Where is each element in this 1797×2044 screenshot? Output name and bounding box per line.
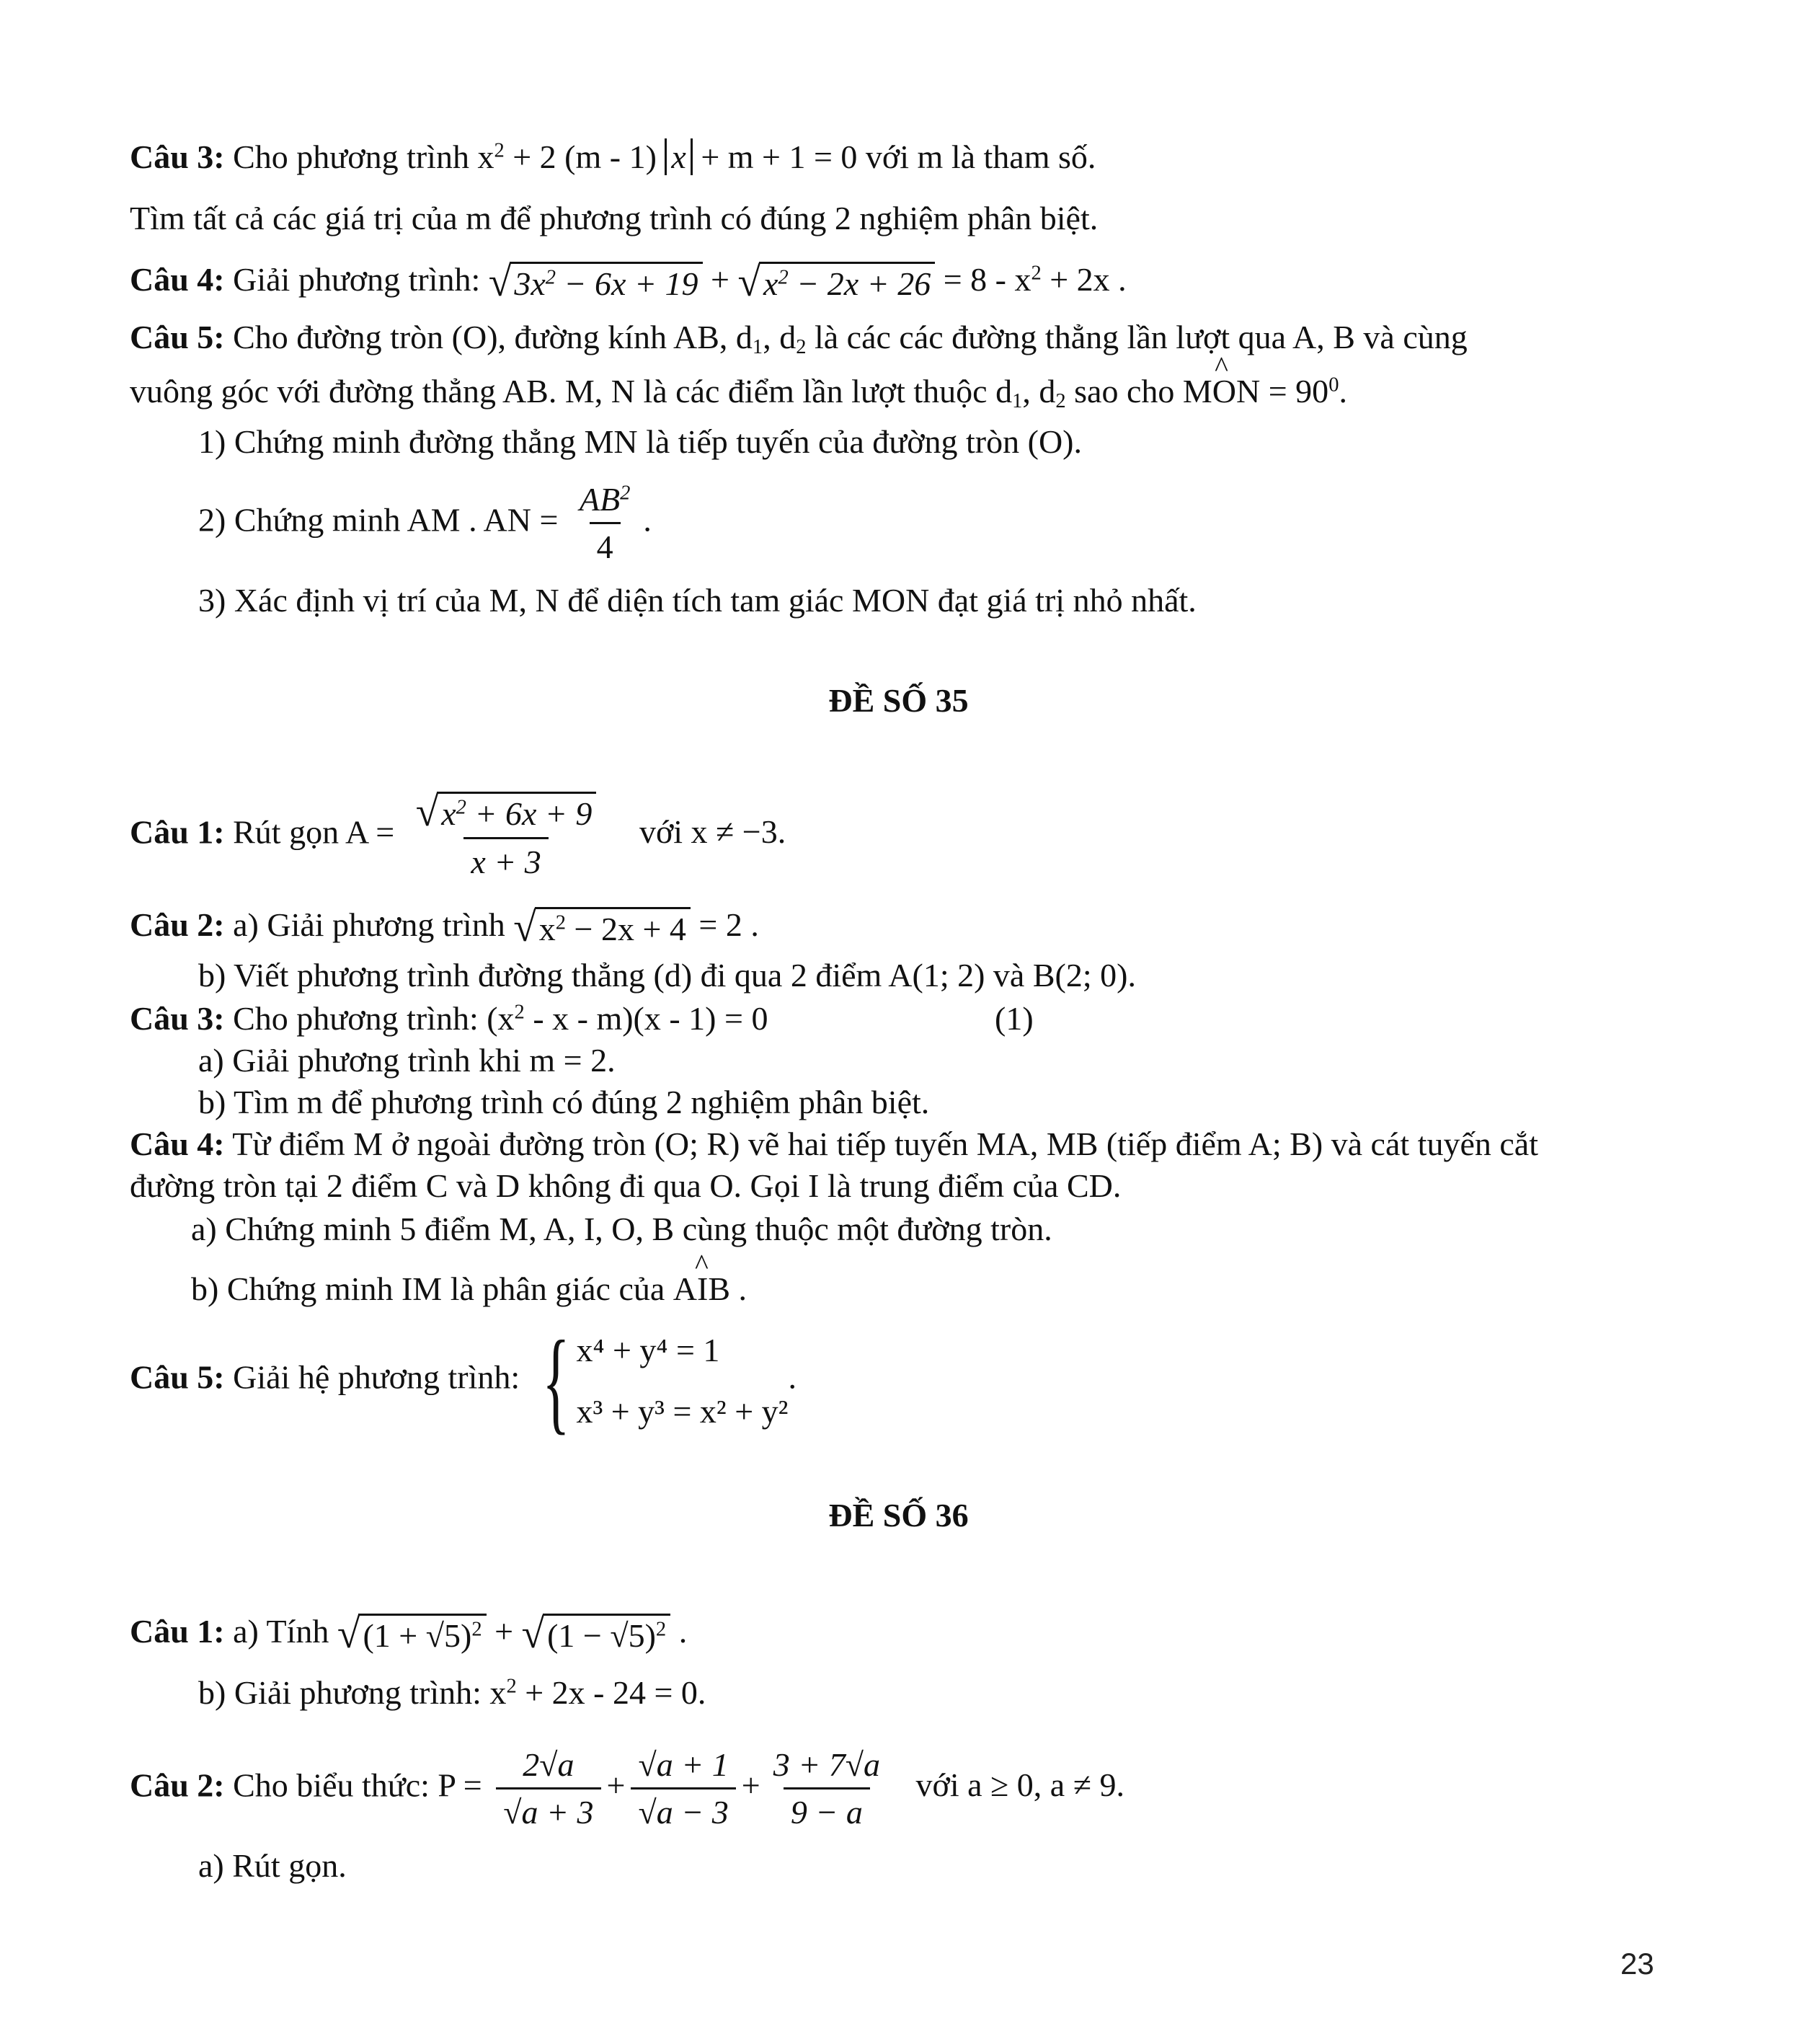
fraction-sqrt-over-x3: √ $x^2 + 6x + 9$ x + 3 [409, 789, 604, 882]
de35-cau1: Câu 1: Rút gọn A = √ $x^2 + 6x + 9$ x + 3 với x ≠ −3. [130, 789, 786, 882]
de35-cau3-a: a) Giải phương trình khi m = 2. [198, 1042, 616, 1079]
prev-cau4: Câu 4: Giải phương trình: √ $3x^2 - 6x + 19$ + √ $x^2 - 2x + 26$ = $8 - x^2 + 2x$ . [130, 260, 1127, 306]
prev-cau5-item1: 1) Chứng minh đường thẳng MN là tiếp tuyến của đường tròn (O). [198, 423, 1082, 460]
de35-cau2-a: Câu 2: a) Giải phương trình √ $x^2 - 2x + 4$ = 2 . [130, 905, 759, 951]
de35-cau2-b: b) Viết phương trình đường thẳng (d) đi qua 2 điểm A(1; 2) và B(2; 0). [198, 957, 1136, 994]
de36-cau2: Câu 2: Cho biểu thức: P = $\frac{2√a}{√a + 3}$ + $\frac{√a + 1}{√a - 3}$ + $\frac{3 + 7√a}{9 - a}$ với a ≥ 0, a ≠ 9. [130, 1745, 1124, 1832]
sqrt-4: √ $(1 + √5)^2$ [337, 1614, 487, 1655]
de35-cau4-line1: Câu 4: Từ điểm M ở ngoài đường tròn (O; R) vẽ hai tiếp tuyến MA, MB (tiếp điểm A; B) và cát tuyến cắt [130, 1125, 1538, 1162]
fraction-3: $\frac{3 + 7√a}{9 - a}$ [766, 1745, 887, 1832]
sqrt-2: √ $x^2 - 2x + 26$ [737, 262, 935, 304]
de35-cau3-b: b) Tìm m để phương trình có đúng 2 nghiệm phân biệt. [198, 1084, 930, 1120]
fraction-1: $\frac{2√a}{√a + 3}$ [496, 1745, 600, 1832]
equation-1: x⁴ + y⁴ = 1 [576, 1331, 720, 1368]
prev-cau5-item3: 3) Xác định vị trí của M, N để diện tích tam giác MON đạt giá trị nhỏ nhất. [198, 582, 1197, 619]
prev-cau5-line2: vuông góc với đường thẳng AB. M, N là các điểm lần lượt thuộc $d_1$, $d_2$ sao cho ^ MON = $90^0$. [130, 371, 1347, 411]
heading-de-35: ĐỀ SỐ 35 [828, 682, 969, 719]
sqrt-1: √ $3x^2 - 6x + 19$ [489, 262, 703, 304]
prev-cau5-item2: 2) Chứng minh AM . AN = $\frac{AB^2}{4}$ . [198, 479, 652, 567]
page-number: 23 [1620, 1947, 1654, 1981]
heading-de-36: ĐỀ SỐ 36 [828, 1497, 969, 1534]
prev-cau5-line1: Câu 5: Cho đường tròn (O), đường kính AB, $d_1$, $d_2$ là các các đường thẳng lần lượt qua A, B và cùng [130, 319, 1468, 359]
sqrt-5: √ $(1 - √5)^2$ [522, 1614, 671, 1655]
de35-cau3-tag: (1) [995, 1000, 1034, 1037]
de35-cau3: Câu 3: Cho phương trình: $(x^2 - x - m)(x - 1) = 0$ [130, 1000, 768, 1037]
de36-cau1-a: Câu 1: a) Tính √ $(1 + √5)^2$ + √ $(1 - √5)^2$ . [130, 1611, 688, 1658]
de36-cau2-a: a) Rút gọn. [198, 1847, 347, 1884]
de36-cau1-b: b) Giải phương trình: $x^2 + 2x - 24 = 0$. [198, 1674, 706, 1711]
prev-cau3-line1: Câu 3: Cho phương trình $x^2 + 2$ (m - 1) x + m + 1 = 0 với m là tham số. [130, 138, 1096, 175]
fraction-2: $\frac{√a + 1}{√a - 3}$ [631, 1745, 735, 1832]
angle-mon: ^ MON [1183, 371, 1260, 411]
absolute-value: x [665, 138, 692, 175]
de35-cau5: Câu 5: Giải hệ phương trình: { x⁴ + y⁴ = 1 x³ + y³ = x² + y² . [130, 1317, 797, 1445]
de35-cau4-line2: đường tròn tại 2 điểm C và D không đi qua O. Gọi I là trung điểm của CD. [130, 1167, 1122, 1204]
sqrt-3: √ $x^2 - 2x + 4$ [513, 907, 691, 949]
equation-system: { x⁴ + y⁴ = 1 x³ + y³ = x² + y² [541, 1317, 789, 1445]
de35-cau4-a: a) Chứng minh 5 điểm M, A, I, O, B cùng thuộc một đường tròn. [191, 1211, 1052, 1247]
label: Câu 3: [130, 138, 225, 175]
de35-cau4-b: b) Chứng minh IM là phân giác của ^ AIB . [191, 1269, 747, 1309]
prev-cau3-line2: Tìm tất cả các giá trị của m để phương trình có đúng 2 nghiệm phân biệt. [130, 200, 1099, 236]
angle-aib: ^ AIB [673, 1269, 730, 1309]
equation-2: x³ + y³ = x² + y² [576, 1393, 789, 1430]
fraction-ab2-over-4: $\frac{AB^2}{4}$ [572, 479, 637, 567]
